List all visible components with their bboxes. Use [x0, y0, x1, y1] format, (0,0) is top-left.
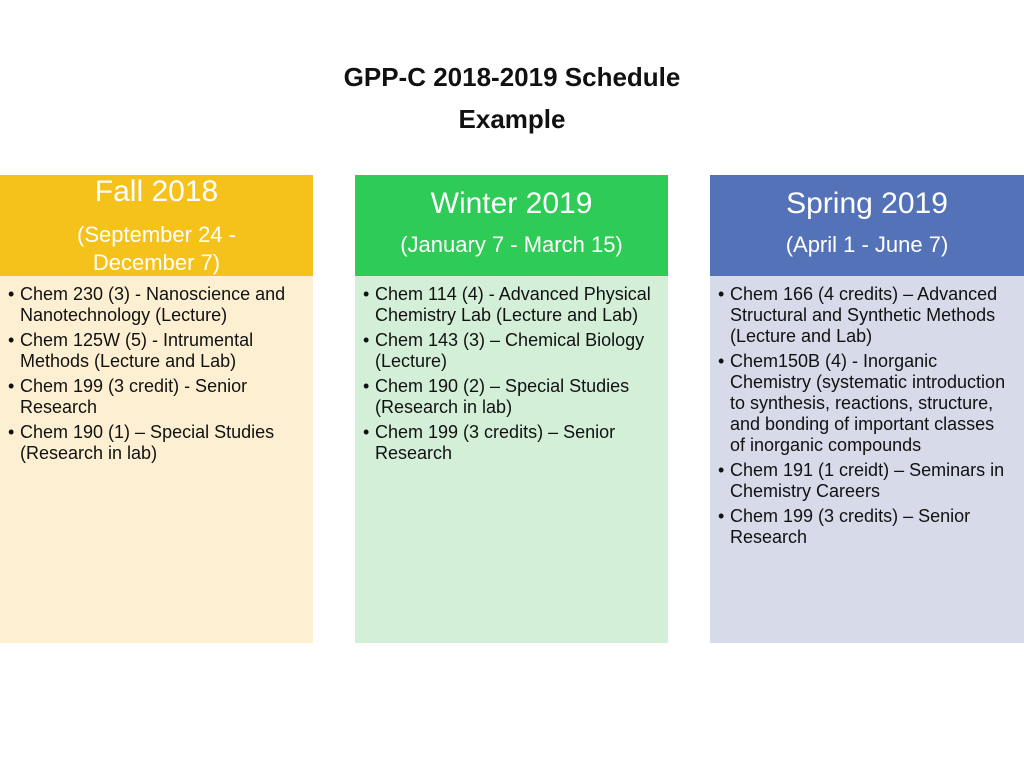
title-line-2: Example — [458, 104, 566, 134]
course-item: • Chem 199 (3 credit) - Senior Research — [20, 376, 303, 418]
course-item: • Chem 143 (3) – Chemical Biology (Lecture) — [375, 330, 658, 372]
season-dates: (January 7 - March 15) — [400, 232, 623, 257]
column-header — [710, 175, 1024, 276]
column-winter-2019 — [355, 175, 668, 643]
course-item: • Chem 199 (3 credits) – Senior Research — [375, 422, 658, 464]
column-header — [0, 175, 313, 276]
course-list — [20, 284, 303, 464]
course-item: • Chem 190 (2) – Special Studies (Research in lab) — [375, 376, 658, 418]
course-item: • Chem 125W (5) - Intrumental Methods (Lecture and Lab) — [20, 330, 303, 372]
course-item: • Chem 230 (3) - Nanoscience and Nanotechnology (Lecture) — [20, 284, 303, 326]
column-spring-2019 — [710, 175, 1024, 643]
column-header — [355, 175, 668, 276]
course-item: • Chem 114 (4) - Advanced Physical Chemistry Lab (Lecture and Lab) — [375, 284, 658, 326]
season-title: Fall 2018 — [94, 175, 219, 208]
column-body — [710, 276, 1024, 643]
course-item: • Chem 199 (3 credits) – Senior Research — [730, 506, 1014, 548]
course-list — [730, 284, 1014, 548]
course-item: • Chem 166 (4 credits) – Advanced Structural and Synthetic Methods (Lecture and Lab) — [730, 284, 1014, 347]
season-title: Winter 2019 — [430, 187, 593, 220]
course-item: • Chem 190 (1) – Special Studies (Research in lab) — [20, 422, 303, 464]
column-body — [355, 276, 668, 643]
course-list — [375, 284, 658, 464]
season-dates: (April 1 - June 7) — [785, 232, 949, 257]
title-line-1: GPP-C 2018-2019 Schedule — [343, 62, 681, 92]
column-fall-2018 — [0, 175, 313, 643]
course-item: • Chem150B (4) - Inorganic Chemistry (systematic introduction to synthesis, reactions, structure, and bonding of important classes of inorganic compounds — [730, 351, 1014, 456]
page-title — [0, 56, 1024, 140]
column-body — [0, 276, 313, 643]
course-item: • Chem 191 (1 creidt) – Seminars in Chemistry Careers — [730, 460, 1014, 502]
season-title: Spring 2019 — [786, 187, 948, 220]
season-dates: (September 24 - December 7) — [77, 222, 236, 275]
